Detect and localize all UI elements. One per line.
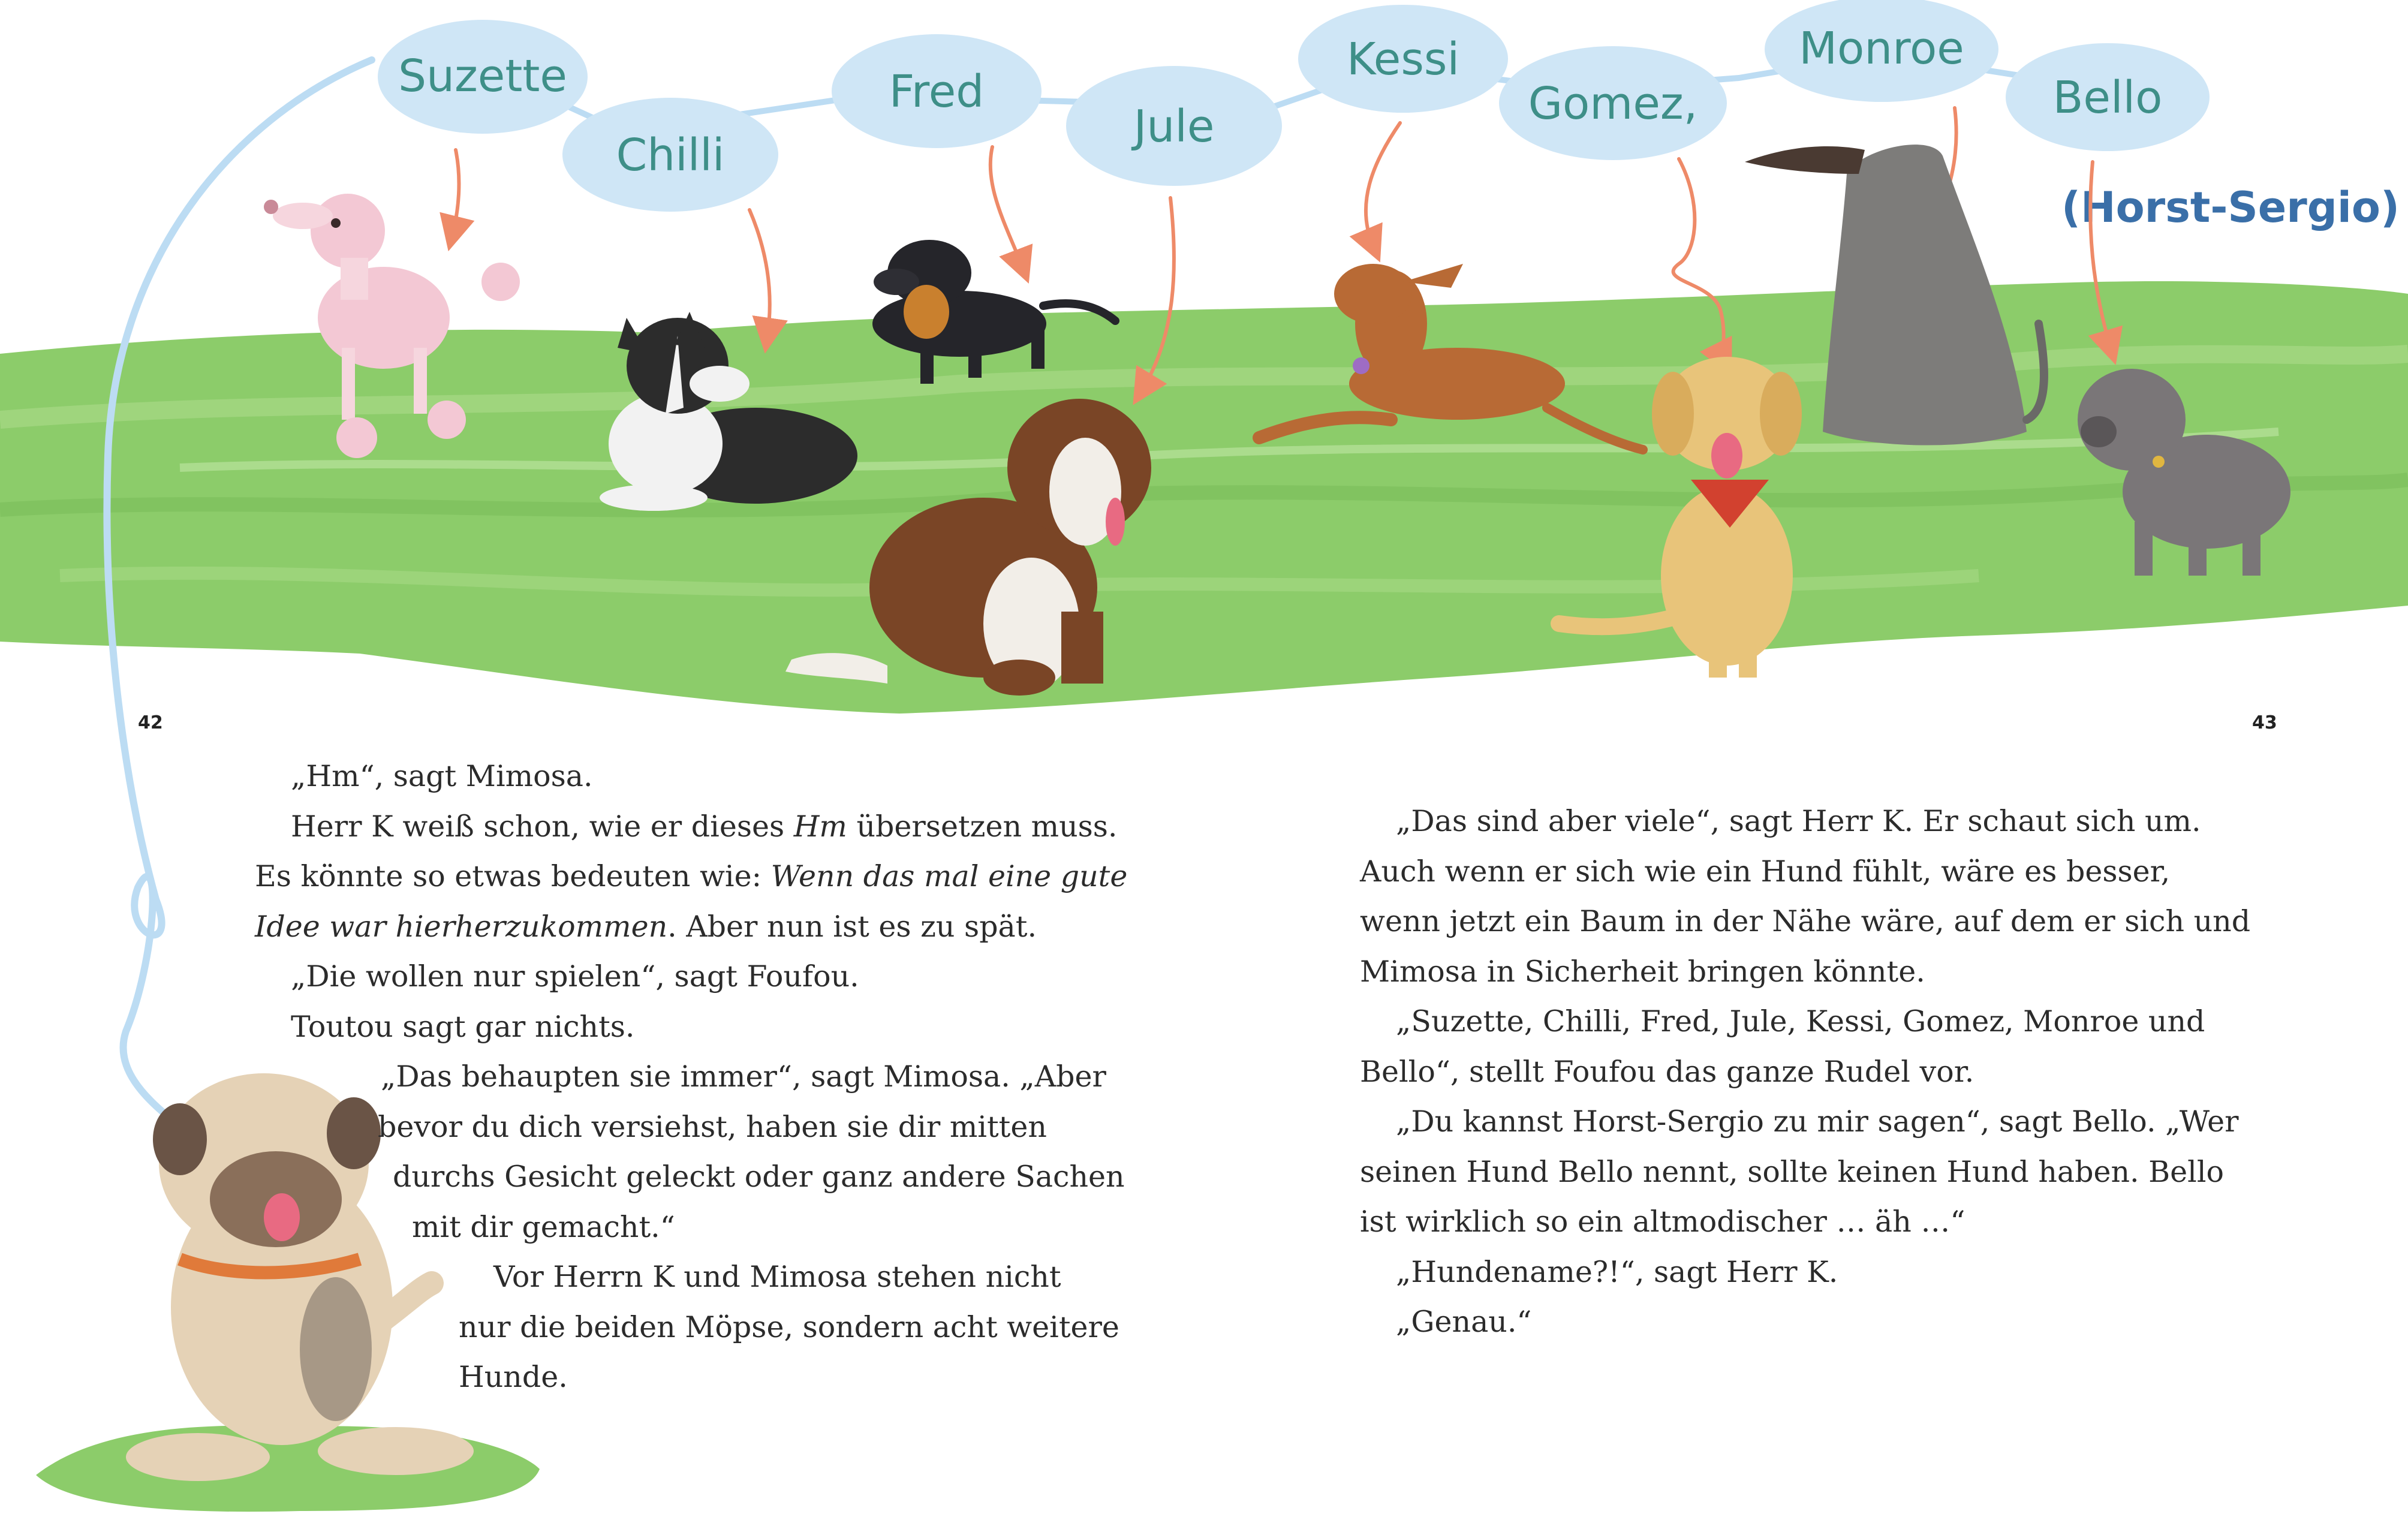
right-line-7: „Du kannst Horst-Sergio zu mir sagen“, sagt Bello. „Wer [1396,1104,2239,1139]
left-line-8: bevor du dich versiehst, haben sie dir mitten [378,1109,1047,1144]
left-line-2: Herr K weiß schon, wie er dieses Hm übersetzen muss. [291,809,1118,844]
left-line-6: Toutou sagt gar nichts. [291,1009,635,1044]
right-line-11: „Genau.“ [1396,1305,1532,1339]
left-line-13: Hunde. [459,1360,568,1394]
left-line-12: nur die beiden Möpse, sondern acht weitere [459,1310,1119,1344]
right-line-9: ist wirklich so ein altmodischer … äh …“ [1360,1205,1965,1239]
bubble-gomez [1499,46,1727,160]
left-line-5: „Die wollen nur spielen“, sagt Foufou. [291,959,859,994]
bubble-jule [1066,66,1282,186]
right-line-10: „Hundename?!“, sagt Herr K. [1396,1254,1838,1289]
svg-text:Gomez,: Gomez, [1528,78,1698,130]
left-page-text [255,751,1127,1402]
left-line-1: „Hm“, sagt Mimosa. [291,759,593,793]
bubble-fred [832,34,1042,148]
svg-text:Suzette: Suzette [398,50,567,102]
arrow-kessi [1366,123,1400,246]
svg-text:Bello: Bello [2052,72,2163,124]
left-line-11: Vor Herrn K und Mimosa stehen nicht [493,1260,1061,1294]
arrow-fred [991,147,1022,267]
bello-alias-label: (Horst-Sergio) [2061,183,2400,232]
page-number-left: 42 [138,712,163,733]
svg-text:Chilli: Chilli [616,130,725,181]
arrow-suzette [453,150,459,234]
right-page-text [1360,796,2250,1347]
svg-text:Monroe: Monroe [1799,23,1964,74]
left-line-9: durchs Gesicht geleckt oder ganz andere Sachen [393,1160,1125,1194]
svg-text:Fred: Fred [889,66,985,118]
bubble-bello [2006,43,2210,151]
bubble-monroe [1765,0,1998,102]
arrow-chilli [750,210,770,336]
svg-text:Kessi: Kessi [1346,34,1460,85]
bubble-chilli [562,98,778,212]
left-line-4: Idee war hierherzukommen. Aber nun ist es zu spät. [255,909,1037,944]
right-line-8: seinen Hund Bello nennt, sollte keinen Hund haben. Bello [1360,1154,2225,1189]
right-line-2: Auch wenn er sich wie ein Hund fühlt, wäre es besser, [1360,854,2171,889]
right-line-4: Mimosa in Sicherheit bringen könnte. [1360,954,1925,989]
left-line-7: „Das behaupten sie immer“, sagt Mimosa. „Aber [381,1060,1106,1094]
left-line-10: mit dir gemacht.“ [412,1209,675,1244]
left-line-3: Es könnte so etwas bedeuten wie: Wenn das mal eine gute [255,859,1128,893]
svg-text:Jule: Jule [1133,101,1215,152]
right-line-1: „Das sind aber viele“, sagt Herr K. Er schaut sich um. [1396,804,2201,838]
right-line-6: Bello“, stellt Foufou das ganze Rudel vor. [1360,1054,1974,1089]
right-line-3: wenn jetzt ein Baum in der Nähe wäre, auf dem er sich und [1360,904,2251,938]
bubble-suzette [378,20,588,134]
page-number-right: 43 [2252,712,2277,733]
right-line-5: „Suzette, Chilli, Fred, Jule, Kessi, Gomez, Monroe und [1396,1004,2205,1039]
bubble-kessi [1298,5,1508,113]
